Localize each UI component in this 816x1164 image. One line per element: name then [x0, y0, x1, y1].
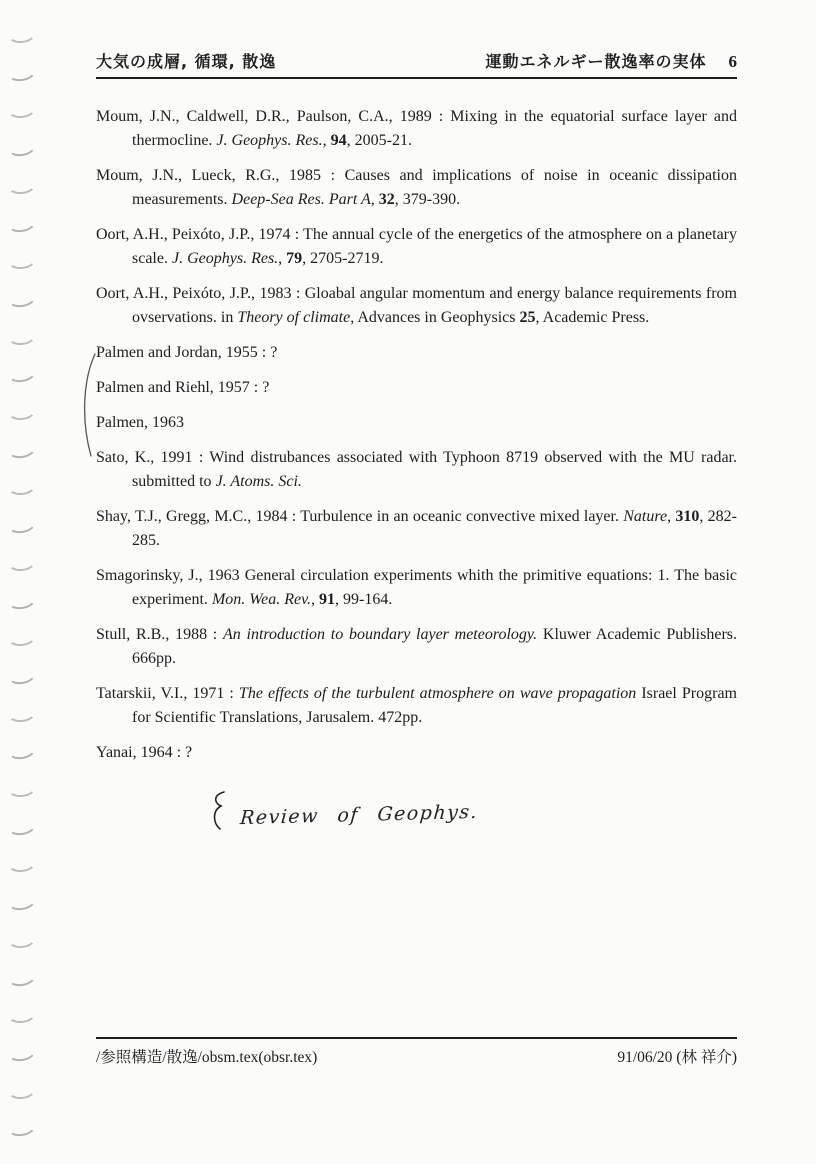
reference-text-segment: J. Geophys. Res. — [216, 132, 323, 149]
binding-ring — [6, 777, 37, 798]
reference-text-segment: 32 — [378, 191, 395, 208]
binding-ring — [6, 98, 37, 119]
reference-entry — [96, 623, 737, 671]
reference-text-segment: 79 — [286, 250, 303, 267]
reference-text-segment: An introduction to boundary layer meteorology. — [223, 626, 538, 643]
binding-ring — [6, 135, 38, 158]
reference-text-segment: Smagorinsky, J., 1963 General circulation experiments whith the primitive equations: 1. The basic experiment. — [96, 567, 737, 608]
footer-path: /参照構造/散逸/obsm.tex(obsr.tex) — [96, 1049, 318, 1066]
pencil-bracket-mark — [78, 352, 100, 458]
binding-ring — [6, 60, 38, 83]
references-list — [96, 105, 737, 776]
binding-ring — [6, 400, 37, 421]
header-right-group — [485, 49, 737, 72]
footer-date-author: 91/06/20 (林 祥介) — [617, 1049, 737, 1066]
reference-text-segment: , 2005-21. — [346, 132, 412, 149]
binding-ring — [6, 1040, 38, 1063]
page-number: 6 — [728, 52, 737, 71]
header-right-title: 運動エネルギー散逸率の実体 — [485, 52, 707, 71]
binding-ring — [6, 361, 38, 384]
binding-ring — [6, 928, 37, 949]
binding-ring — [6, 286, 38, 309]
reference-text-segment: Moum, J.N., Lueck, R.G., 1985 : Causes and implications of noise in oceanic dissipation measurements. — [96, 167, 737, 208]
binding-ring — [6, 738, 38, 761]
binding-ring — [6, 587, 38, 610]
reference-text-segment: Theory of climate — [237, 309, 351, 326]
binding-ring — [6, 663, 38, 686]
reference-text-segment: Oort, A.H., Peixóto, J.P., 1983 : Gloabal angular momentum and energy balance requirements from ovservations. in — [96, 285, 737, 326]
binding-ring — [6, 1115, 38, 1138]
binding-ring — [6, 249, 37, 270]
binding-ring — [6, 1078, 37, 1099]
reference-entry — [96, 164, 737, 212]
reference-text-segment: Palmen, 1963 — [96, 414, 184, 431]
reference-text-segment: , — [667, 508, 676, 525]
reference-text-segment: Stull, R.B., 1988 : — [96, 626, 223, 643]
reference-text-segment: , 2705-2719. — [302, 250, 384, 267]
reference-text-segment: Nature — [623, 508, 668, 525]
binding-ring — [6, 626, 37, 647]
reference-text-segment: Tatarskii, V.I., 1971 : — [96, 685, 239, 702]
reference-text-segment: Yanai, 1964 : ? — [96, 744, 193, 761]
binding-ring — [6, 23, 37, 44]
reference-text-segment: , — [370, 191, 379, 208]
binding-ring — [6, 551, 37, 572]
handwritten-annotation — [208, 790, 478, 832]
binding-ring — [6, 437, 38, 460]
reference-text-segment: , — [322, 132, 331, 149]
reference-text-segment: , 99-164. — [335, 591, 393, 608]
binding-ring — [6, 964, 38, 987]
binding-ring — [6, 324, 37, 345]
page-footer — [96, 1037, 737, 1067]
reference-text-segment: Moum, J.N., Caldwell, D.R., Paulson, C.A., 1989 : Mixing in the equatorial surface layer and thermocline. — [96, 108, 737, 149]
reference-entry — [96, 682, 737, 730]
spiral-binding — [0, 0, 48, 1164]
reference-text-segment: , Academic Press. — [535, 309, 650, 326]
binding-ring — [6, 852, 37, 873]
reference-text-segment: 25 — [519, 309, 536, 326]
binding-ring — [6, 174, 37, 195]
handwritten-note-text: Review of Geophys. — [239, 800, 480, 830]
reference-text-segment: Sato, K., 1991 : Wind distrubances associated with Typhoon 8719 observed with the MU radar. submitted to — [96, 449, 737, 490]
reference-entry — [96, 505, 737, 553]
reference-text-segment: , 282-285. — [132, 508, 737, 549]
reference-text-segment: The effects of the turbulent atmosphere on wave propagation — [238, 685, 637, 702]
reference-text-segment: Mon. Wea. Rev. — [211, 591, 312, 608]
reference-entry — [96, 446, 737, 494]
header-left-title: 大気の成層, 循環, 散逸 — [96, 52, 277, 71]
reference-text-segment: , 379-390. — [394, 191, 461, 208]
reference-text-segment: , — [278, 250, 287, 267]
page-header — [96, 49, 737, 79]
binding-ring — [6, 814, 38, 837]
reference-text-segment: 91 — [319, 591, 336, 608]
reference-text-segment: , Advances in Geophysics — [350, 309, 520, 326]
reference-text-segment: J. Geophys. Res. — [171, 250, 279, 267]
reference-text-segment: Oort, A.H., Peixóto, J.P., 1974 : The annual cycle of the energetics of the atmosphere on a planetary scale. — [96, 226, 737, 267]
reference-text-segment: 310 — [675, 508, 700, 525]
reference-text-segment: Deep-Sea Res. Part A — [231, 191, 371, 208]
binding-ring — [6, 512, 38, 535]
reference-entry — [96, 411, 737, 435]
reference-entry — [96, 105, 737, 153]
reference-entry — [96, 564, 737, 612]
reference-text-segment: , — [311, 591, 320, 608]
reference-entry — [96, 376, 737, 400]
reference-entry — [96, 223, 737, 271]
reference-entry — [96, 282, 737, 330]
binding-ring — [6, 475, 37, 496]
reference-text-segment: Shay, T.J., Gregg, M.C., 1984 : Turbulence in an oceanic convective mixed layer. — [96, 508, 624, 525]
reference-text-segment: Kluwer Academic Publishers. 666pp. — [132, 626, 738, 667]
binding-ring — [6, 1003, 37, 1024]
reference-text-segment: Palmen and Riehl, 1957 : ? — [96, 379, 270, 396]
reference-text-segment: 94 — [330, 132, 347, 149]
binding-ring — [6, 210, 38, 233]
binding-ring — [6, 701, 37, 722]
handwritten-brace-mark — [208, 790, 228, 832]
reference-text-segment: J. Atoms. Sci. — [215, 473, 302, 490]
reference-entry — [96, 741, 737, 765]
reference-entry — [96, 341, 737, 365]
reference-text-segment: Palmen and Jordan, 1955 : ? — [96, 344, 278, 361]
reference-text-segment: Israel Program for Scientific Translations, Jarusalem. 472pp. — [132, 685, 738, 726]
binding-ring — [6, 889, 38, 912]
